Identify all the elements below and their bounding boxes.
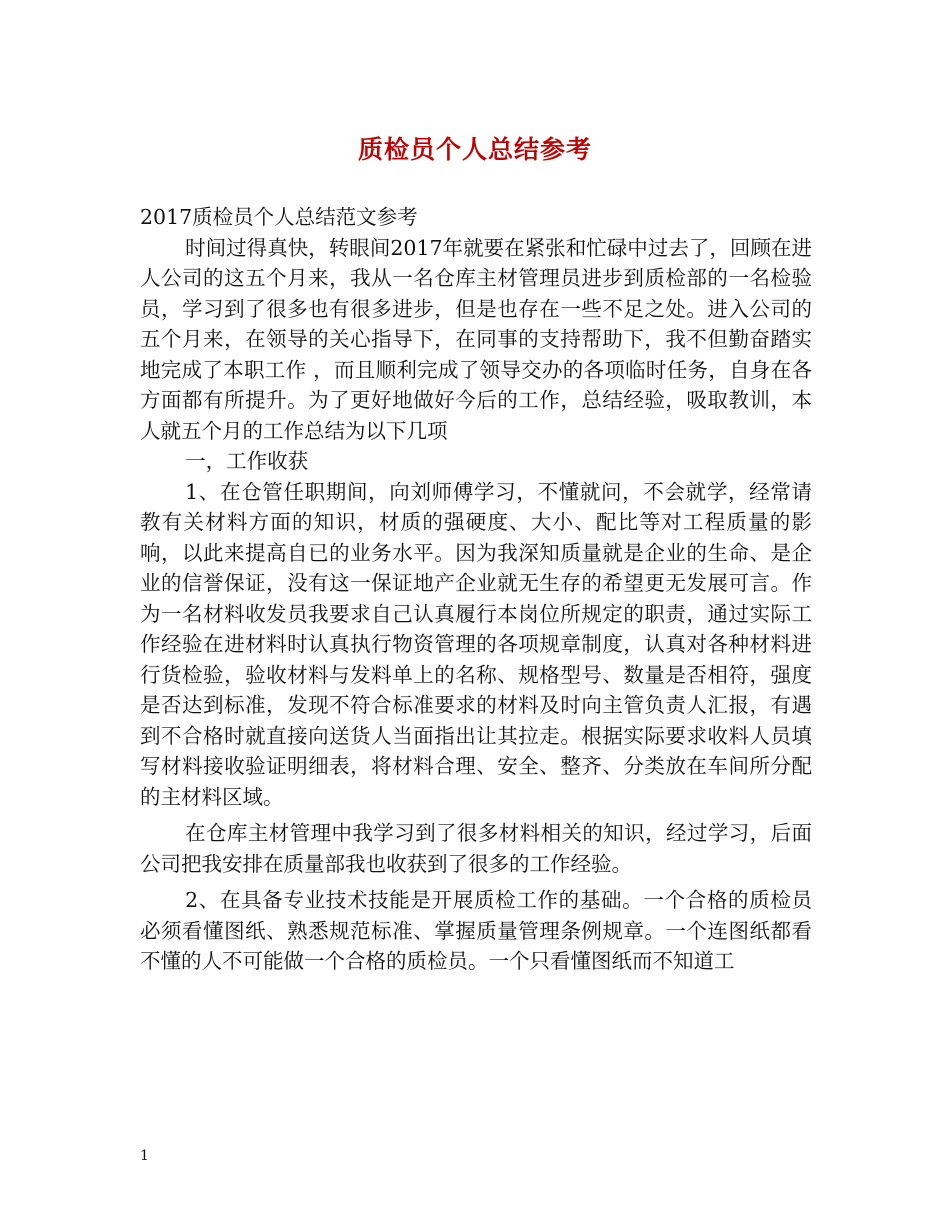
section-heading-work-gains: 一，工作收获 [185, 449, 309, 473]
paragraph-intro: 时间过得真快，转眼间2017年就要在紧张和忙碌中过去了，回顾在进人公司的这五个月来，我从一名仓库主材管理员进步到质检部的一名检验员，学习到了很多也有很多进步，但是也存在一些不足之处。进入公司的五个月来，在领导的关心指导下，在同事的支持帮助下，我不但勤奋踏实地完成了本职工作 ，而且顺利完成了领导交办的各项临时任务，自身在各方面都有所提升。为了更好地做好今后的工作，总结经验，吸取教训，本人就五个月的工作总结为以下几项 [140, 235, 812, 443]
document-title: 质检员个人总结参考 [357, 135, 592, 164]
document-body [140, 202, 812, 977]
page-number: 1 [140, 1148, 149, 1164]
paragraph-warehouse-summary: 在仓库主材管理中我学习到了很多材料相关的知识，经过学习，后面公司把我安排在质量部我也收获到了很多的工作经验。 [140, 821, 812, 876]
paragraph-item-1: 1、在仓管任职期间，向刘师傅学习，不懂就问，不会就学，经常请教有关材料方面的知识，材质的强硬度、大小、配比等对工程质量的影响，以此来提高自已的业务水平。因为我深知质量就是企业的生命、是企业的信誉保证，没有这一保证地产企业就无生存的希望更无发展可言。作为一名材料收发员我要求自己认真履行本岗位所规定的职责，通过实际工作经验在进材料时认真执行物资管理的各项规章制度，认真对各种材料进行货检验，验收材料与发料单上的名称、规格型号、数量是否相符，强度是否达到标准，发现不符合标准要求的材料及时向主管负责人汇报，有遇到不合格时就直接向送货人当面指出让其拉走。根据实际要求收料人员填写材料接收验证明细表，将材料合理、安全、整齐、分类放在车间所分配的主材料区域。 [140, 479, 812, 809]
document-subtitle: 2017质检员个人总结范文参考 [140, 205, 418, 229]
paragraph-item-2: 2、在具备专业技术技能是开展质检工作的基础。一个合格的质检员必须看懂图纸、熟悉规范标准、掌握质量管理条例规章。一个连图纸都看不懂的人不可能做一个合格的质检员。一个只看懂图纸而不知道工 [140, 888, 812, 973]
